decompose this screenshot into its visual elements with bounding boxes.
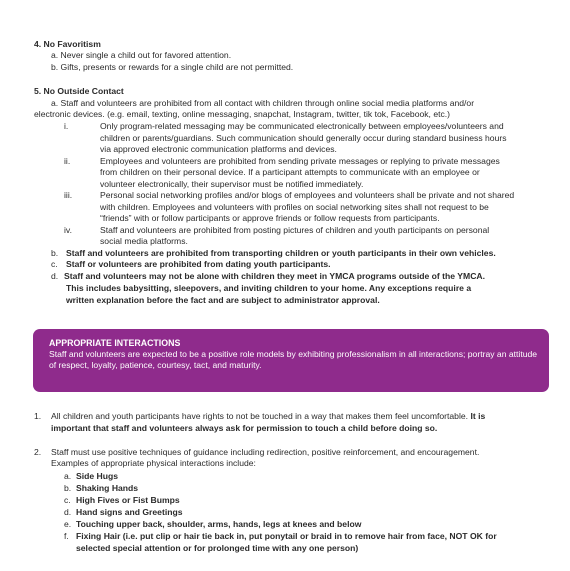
paragraph-1-line-2: important that staff and volunteers always ask for permission to touch a child before doing so. bbox=[51, 423, 438, 433]
item-b-text: Staff and volunteers are prohibited from transporting children or youth participants in their own vehicles. bbox=[66, 248, 496, 258]
sub-item-iii-line: “friends” with or follow participants or approve friends or follow requests from participants. bbox=[100, 213, 440, 223]
list-item: Shaking Hands bbox=[76, 483, 139, 493]
section-5-heading: 5. No Outside Contact bbox=[34, 86, 124, 96]
paragraph-1-plain-text: All children and youth participants have rights to not be touched in a way that makes them feel uncomfortable. bbox=[51, 411, 469, 421]
item-d-marker: d. bbox=[51, 271, 59, 281]
list-item: High Fives or Fist Bumps bbox=[76, 495, 180, 505]
section-4-heading: 4. No Favoritism bbox=[34, 39, 101, 49]
sub-item-marker: iv. bbox=[64, 225, 72, 235]
list-item: Hand signs and Greetings bbox=[76, 507, 183, 517]
list-item-marker: f. bbox=[64, 531, 69, 541]
sub-item-iii-line: with children. Employees and volunteers with profiles on social networking sites shall not request to be bbox=[100, 202, 489, 212]
list-item-marker: a. bbox=[64, 471, 72, 481]
item-d-line: This includes babysitting, sleepovers, and inviting children to your home. Any exceptions require a bbox=[66, 283, 472, 293]
list-item-f-line-1: Fixing Hair (i.e. put clip or hair tie back in, put ponytail or braid in to remove hair from face, NOT OK for bbox=[76, 531, 497, 541]
sub-item-marker: ii. bbox=[64, 156, 71, 166]
item-d-line: Staff and volunteers may not be alone with children they meet in YMCA programs outside of the YMCA. bbox=[64, 271, 485, 281]
paragraph-2-line-2: Examples of appropriate physical interactions include: bbox=[51, 458, 256, 468]
item-b-marker: b. bbox=[51, 248, 59, 258]
sub-item-ii-line: from children on their personal device. If a participant attempts to communicate with an employee or bbox=[100, 167, 480, 177]
paragraph-1-marker: 1. bbox=[34, 411, 42, 421]
list-item-f-line-2: selected special attention or for prolonged time with any one person) bbox=[76, 543, 359, 553]
section-4-item-b: b. Gifts, presents or rewards for a single child are not permitted. bbox=[51, 62, 294, 72]
banner-title: APPROPRIATE INTERACTIONS bbox=[49, 338, 181, 348]
list-item-marker: e. bbox=[64, 519, 72, 529]
sub-item-i-line: Only program-related messaging may be communicated electronically between employees/volunteers and bbox=[100, 121, 504, 131]
list-item-marker: d. bbox=[64, 507, 72, 517]
sub-item-i-line: via approved electronic communication platforms and devices. bbox=[100, 144, 337, 154]
paragraph-2-marker: 2. bbox=[34, 447, 42, 457]
sub-item-iii-line: Personal social networking profiles and/or blogs of employees and volunteers shall be private and not shared bbox=[100, 190, 515, 200]
appropriate-interactions-banner bbox=[33, 329, 549, 392]
banner-text: Staff and volunteers are expected to be a positive role models by exhibiting professionalism in all interactions; portray an attitude of respect, loyalty, patience, courtesy, tact, and maturity. bbox=[49, 349, 538, 371]
sub-item-marker: iii. bbox=[64, 190, 73, 200]
item-c-marker: c. bbox=[51, 259, 58, 269]
list-item-marker: c. bbox=[64, 495, 71, 505]
item-d-line: written explanation before the fact and are subject to administrator approval. bbox=[66, 295, 380, 305]
list-item: Side Hugs bbox=[76, 471, 119, 481]
section-5-intro-line-2: electronic devices. (e.g. email, texting, online messaging, snapchat, Instagram, twitter, tik tok, Facebook, etc.) bbox=[34, 109, 451, 119]
list-item: Touching upper back, shoulder, arms, hands, legs at knees and below bbox=[76, 519, 362, 529]
section-4-item-a: a. Never single a child out for favored attention. bbox=[51, 50, 232, 60]
paragraph-1-bold-text: It is bbox=[470, 411, 486, 421]
sub-item-ii-line: Employees and volunteers are prohibited from sending private messages or replying to private messages bbox=[100, 156, 500, 166]
sub-item-iv-line: Staff and volunteers are prohibited from posting pictures of children and youth participants on personal bbox=[100, 225, 490, 235]
paragraph-1-line-1 bbox=[51, 411, 485, 422]
sub-item-marker: i. bbox=[64, 121, 69, 131]
sub-item-i-line: children or parents/guardians. Such communication should generally occur during standard business hours bbox=[100, 133, 507, 143]
sub-item-iv-line: social media platforms. bbox=[100, 236, 188, 246]
sub-item-ii-line: volunteer electronically, their supervisor must be notified immediately. bbox=[100, 179, 364, 189]
item-c-text: Staff or volunteers are prohibited from dating youth participants. bbox=[66, 259, 331, 269]
paragraph-2-line-1: Staff must use positive techniques of guidance including redirection, positive reinforcement, and encouragement. bbox=[51, 447, 480, 457]
section-5-intro-line-1: a. Staff and volunteers are prohibited from all contact with children through online social media platforms and/or bbox=[51, 98, 475, 108]
list-item-marker: b. bbox=[64, 483, 72, 493]
